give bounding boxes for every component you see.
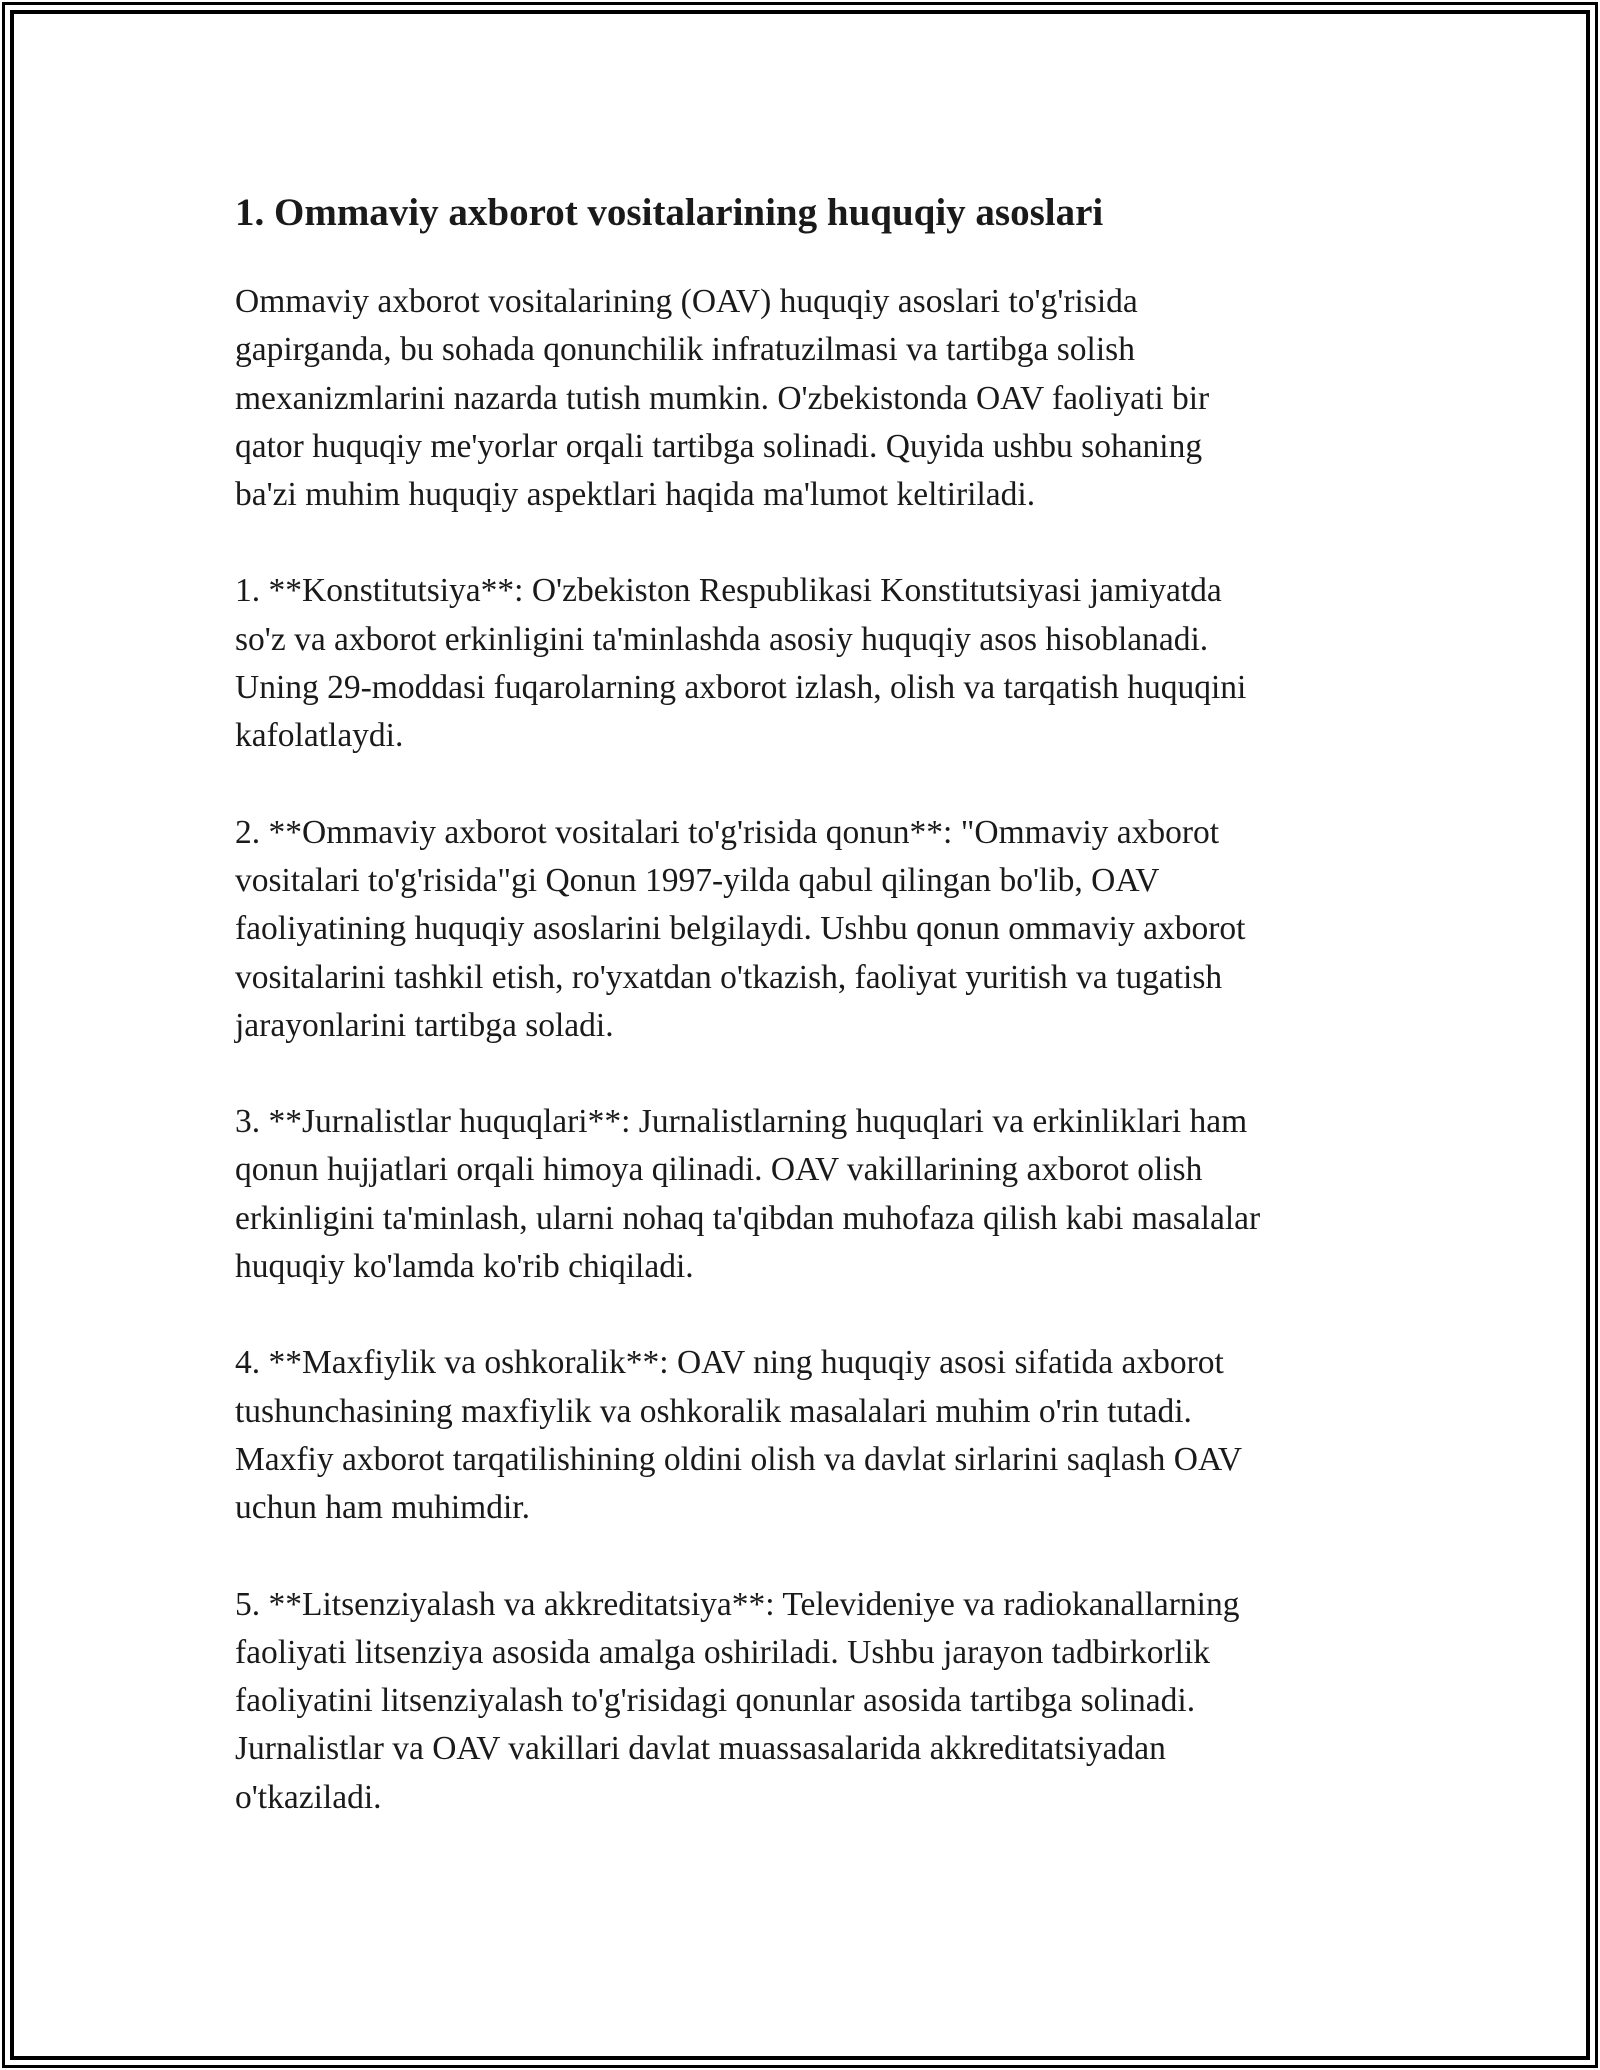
document-title: 1. Ommaviy axborot vositalarining huquqiy asoslari: [235, 191, 1104, 234]
list-item-litsenziyalash: 5. **Litsenziyalash va akkreditatsiya**: Televideniye va radiokanallarning faoliyati litsenziya asosida amalga oshiriladi. Ushbu jarayon tadbirkorlik faoliyatini litsenziyalash to'g'risidagi qonunlar asosida tartibga solinadi. Jurnalistlar va OAV vakillari davlat muassasalarida akkreditatsiyadan o'tkaziladi.: [235, 1585, 1240, 1816]
list-item-oav-qonun: 2. **Ommaviy axborot vositalari to'g'risida qonun**: "Ommaviy axborot vositalari to'g'risida"gi Qonun 1997-yilda qabul qilingan bo'lib, OAV faoliyatining huquqiy asoslarini belgilaydi. Ushbu qonun ommaviy axborot vositalarini tashkil etish, ro'yxatdan o'tkazish, faoliyat yuritish va tugatish jarayonlarini tartibga soladi.: [235, 813, 1246, 1044]
list-item-maxfiylik-oshkoralik: 4. **Maxfiylik va oshkoralik**: OAV ning huquqiy asosi sifatida axborot tushunchasining maxfiylik va oshkoralik masalalari muhim o'rin tutadi. Maxfiy axborot tarqatilishining oldini olish va davlat sirlarini saqlash OAV uchun ham muhimdir.: [235, 1344, 1243, 1527]
list-item-jurnalistlar-huquqlari: 3. **Jurnalistlar huquqlari**: Jurnalistlarning huquqlari va erkinliklari ham qonun hujjatlari orqali himoya qilinadi. OAV vakillarining axborot olish erkinligini ta'minlash, ularni nohaq ta'qibdan muhofaza qilish kabi masalalar huquqiy ko'lamda ko'rib chiqiladi.: [235, 1103, 1261, 1286]
intro-paragraph: Ommaviy axborot vositalarining (OAV) huquqiy asoslari to'g'risida gapirganda, bu sohada qonunchilik infratuzilmasi va tartibga solish mexanizmlarini nazarda tutish mumkin. O'zbekistonda OAV faoliyati bir qator huquqiy me'yorlar orqali tartibga solinadi. Quyida ushbu sohaning ba'zi muhim huquqiy aspektlari haqida ma'lumot keltiriladi.: [235, 283, 1210, 514]
document-body: [235, 182, 1385, 1870]
list-item-konstitutsiya: 1. **Konstitutsiya**: O'zbekiston Respublikasi Konstitutsiyasi jamiyatda so'z va axborot erkinligini ta'minlashda asosiy huquqiy asos hisoblanadi. Uning 29-moddasi fuqarolarning axborot izlash, olish va tarqatish huquqini kafolatlaydi.: [235, 572, 1247, 755]
